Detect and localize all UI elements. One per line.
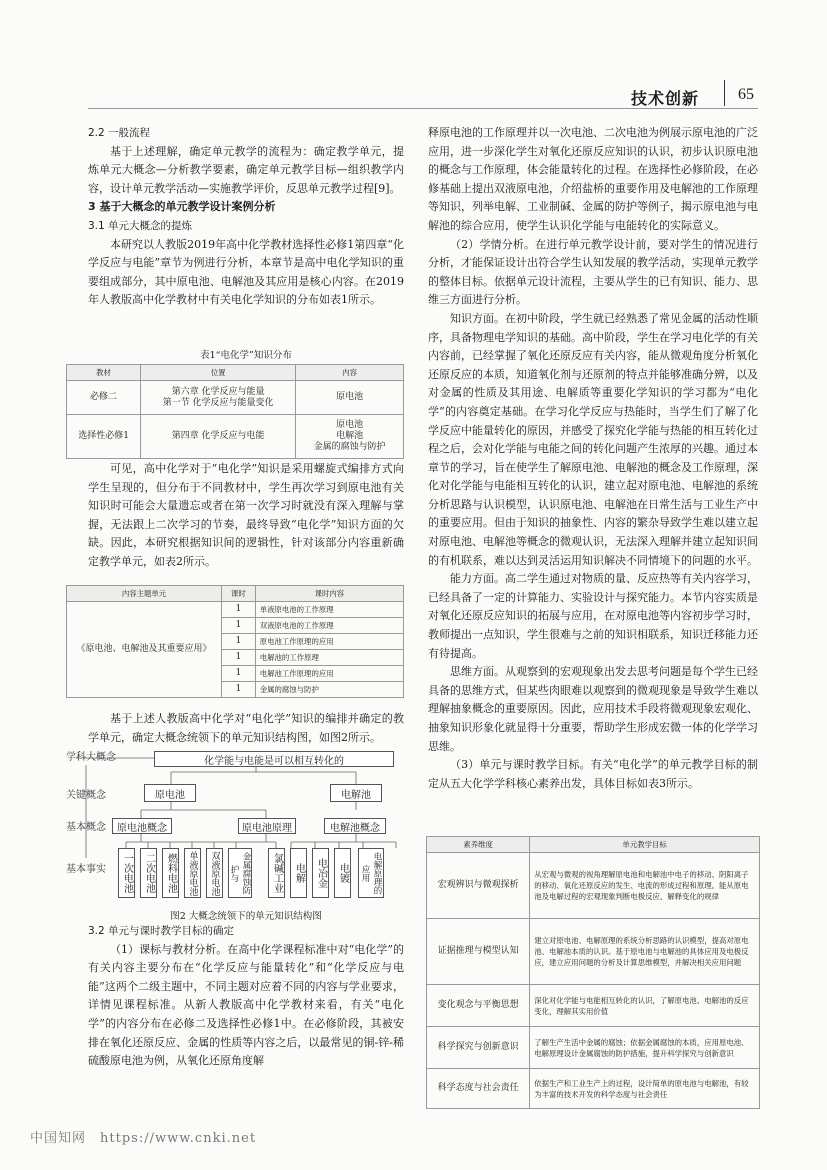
level-label: 学科大概念 [66,752,116,763]
paragraph: 释原电池的工作原理并以一次电池、二次电池为例展示原电池的广泛应用，进一步深化学生对氧化还原反应知识的认识，初步认识原电池的概念与工作原理，体会能量转化的过程。在选择性必修阶段，在必修基础上提出双液原电池，介绍盐桥的重要作用及电解池的工作原理等知识，列举电解、工业制碱、金属的防护等例子，揭示原电池与电解池的综合应用，使学生认识化学能与电能转化的实际意义。 [428,126,758,232]
table-cell: 第六章 化学反应与能量 第一节 化学反应与能量变化 [141,381,296,415]
table2 [66,585,404,698]
header-rule [88,108,758,109]
table-cell: 从宏观与微观的视角理解原电池和电解池中电子的移动、阴阳离子的移动、氧化还原反应的发生、电流的形成过程和原理。能从原电池及电解过程的宏观现象判断电极反应、解释变化的规律 [530,853,760,919]
table-cell: 原电池 [296,381,404,415]
basic-concept-box: 电解池概念 [324,818,386,834]
paragraph: （2）学情分析。在进行单元教学设计前，要对学生的情况进行分析，才能保证设计出符合学生认知发展的教学活动，实现单元教学的整体目标。依据单元设计流程，主要从学生的已有知识、能力、思维三方面进行分析。 [428,237,758,307]
key-concept-box: 电解池 [330,784,382,802]
right-column [428,124,758,793]
level-label: 基本概念 [66,822,106,833]
paragraph: 可见，高中化学对于“电化学”知识是采用螺旋式编排方式向学生呈现的，但分布于不同教材中，学生再次学习到原电池有关知识时可能会大量遗忘或者在第一次学习时就没有深入理解与掌握，无法跟上二次学习的节奏，最终导致“电化学”知识方面的欠缺。因此，本研究根据知识间的逻辑性，针对该部分内容重新确定教学单元，如表2所示。 [88,462,404,568]
table-cell: 1 [222,682,256,698]
table-cell: 证据推理与模型认知 [427,919,530,985]
section-heading-3: 3 基于大概念的单元教学设计案例分析 [88,200,276,214]
table-cell: 变化观念与平衡思想 [427,985,530,1027]
table-cell: 1 [222,602,256,618]
table-cell: 1 [222,634,256,650]
table-cell: 第四章 化学反应与电能 [141,415,296,459]
cnki-watermark: 中国知网 https://www.cnki.net [30,1131,257,1146]
fact-box: 电解 [290,848,307,898]
table-cell: 宏观辨识与微观探析 [427,853,530,919]
section-heading-2-2: 2.2 一般流程 [88,127,151,139]
table-cell: 原电池工作原理的应用 [255,634,403,650]
fact-box: 电镀 [334,848,351,898]
figure2-caption: 图2 大概念统领下的单元知识结构图 [170,911,322,922]
paragraph: 基于上述人教版高中化学对“电化学”知识的编排并确定的教学单元，确定大概念统领下的单元知识结构图，如图2所示。 [88,712,404,744]
table-cell: 1 [222,666,256,682]
table-cell: 科学探究与创新意识 [427,1027,530,1069]
table-cell: 1 [222,618,256,634]
paragraph: （3）单元与课时教学目标。有关“电化学”的单元教学目标的制定从五大化学学科核心素养出发，具体目标如表3所示。 [428,758,758,790]
figure2-concept-map [66,750,404,900]
table-cell: 《原电池、电解池及其重要应用》 [67,602,222,698]
table-header: 内容 [296,365,404,381]
table-header: 课时 [222,586,256,602]
table-cell: 依据生产和工业生产上的过程，设计简单的原电池与电解池，有较为丰富的技术开发的科学态度与社会责任 [530,1069,760,1109]
paragraph: 能力方面。高二学生通过对物质的量、反应热等有关内容学习，已经具备了一定的计算能力、实验设计与探究能力。本节内容实质是对氧化还原反应知识的拓展与应用，在对原电池等内容初步学习时，教师提出一点知识，学生很难与之前的知识相联系，知识迁移能力还有待提高。 [428,572,758,660]
paragraph: 基于上述理解，确定单元教学的流程为：确定教学单元，提炼单元大概念—分析教学要素，确定单元教学目标—组织教学内容，设计单元教学活动—实施教学评价，反思单元教学过程[9]。 [88,144,404,195]
table-cell: 深化对化学能与电能相互转化的认识，了解原电池、电解池的反应变化，理解其实用价值 [530,985,760,1027]
table-cell: 原电池 电解池 金属的腐蚀与防护 [296,415,404,459]
left-column-bottom [88,922,404,1071]
paragraph: 本研究以人教版2019年高中化学教材选择性必修1第四章“化学反应与电能”章节为例进行分析，本章节是高中电化学知识的重要组成部分，其中原电池、电解池及其应用是核心内容。在2019年人教版高中化学教材中有关电化学知识的分布如表1所示。 [88,237,404,307]
basic-concept-box: 原电池概念 [112,818,172,834]
table-cell: 1 [222,650,256,666]
basic-concept-box: 原电池原理 [238,818,296,834]
table-cell: 选择性必修1 [67,415,141,459]
level-label: 基本事实 [66,864,106,875]
table-cell: 双液原电池的工作原理 [255,618,403,634]
fact-box: 电冶金 [312,848,329,898]
table-header: 课时内容 [255,586,403,602]
paragraph: 思维方面。从观察到的宏观现象出发去思考问题是每个学生已经具备的思维方式，但某些肉眼难以观察到的微观现象是导致学生难以理解抽象概念的重要原因。因此，应用技术手段将微观现象宏观化、抽象知识形象化就显得十分重要，帮助学生形成宏微一体的化学学习思维。 [428,665,758,753]
fact-box: 电解原理的应用 [358,848,384,898]
table-cell: 必修二 [67,381,141,415]
level-label: 关键概念 [66,790,106,801]
fact-box: 二次电池 [140,848,157,898]
fact-box: 燃料电池 [162,848,179,898]
fact-box: 氯碱工业 [268,848,285,898]
fact-box: 单液原电池 [184,848,201,898]
left-column-mid [88,460,404,572]
table-header: 内容主题单元 [67,586,222,602]
paragraph: 知识方面。在初中阶段，学生就已经熟悉了常见金属的活动性顺序，具备物理电学知识的基础。高中阶段，学生在学习电化学的有关内容前，已经掌握了氧化还原反应有关内容，能从微观角度分析氧化还原反应的本质，知道氧化剂与还原剂的特点并能够准确分辨，以及对金属的性质及其用途、电解质等重要化学知识的学习都为“电化学”的内容奠定基础。在学习化学反应与热能时，当学生们了解了化学反应中能量转化的原因，并感受了探究化学能与热能的相互转化过程之后，会对化学能与电能之间的转化问题产生浓厚的兴趣。通过本章节的学习，旨在使学生了解原电池、电解池的概念及工作原理，深化对化学能与电能相互转化的认识，建立起对原电池、电解池的系统分析思路与认识模型，认识原电池、电解池在日常生活与工业生产中的重要应用。但由于知识的抽象性、内容的繁杂导致学生难以建立起对原电池、电解池等概念的微观认识，无法深入理解并建立起知识间的有机联系，难以达到灵活运用知识解决不同情境下的问题的水平。 [428,311,758,567]
table-cell: 建立对原电池、电解原理的系统分析思路的认识模型，提高对原电池、电解池本质的认识。基于原电池与电解池的具体应用及电极反应，建立应用问题的分析及计算思维模型，并解决相关应用问题 [530,919,760,985]
table-header: 位置 [141,365,296,381]
left-column-top [88,124,404,310]
table1-caption: 表1“电化学”知识分布 [200,350,292,361]
left-column-fig-intro [88,710,404,747]
fact-box: 金属腐蚀防护与 [228,848,252,898]
table-header: 单元教学目标 [530,837,760,853]
table-cell: 了解生产生活中金属的腐蚀；依据金属腐蚀的本质，应用原电池、电解原理设计金属腐蚀的防护措施，提升科学探究与创新意识 [530,1027,760,1069]
paragraph: （1）课标与教材分析。在高中化学课程标准中对“电化学”的有关内容主要分布在“化学反应与能量转化”和“化学反应与电能”这两个二级主题中，不同主题对应着不同的内容与学业要求，详情见课程标准。从新人教版高中化学教材来看，有关“电化学”的内容分布在必修二及选择性必修1中。在必修阶段，其被安排在氧化还原反应、金属的性质等内容之后，以最常见的铜-锌-稀硫酸原电池为例，从氧化还原角度解 [88,942,404,1068]
table-header: 教材 [67,365,141,381]
section-heading-3-1: 3.1 单元大概念的提炼 [88,219,193,232]
table-cell: 单液原电池的工作原理 [255,602,403,618]
table-cell: 电解池的工作原理 [255,650,403,666]
fact-box: 一次电池 [118,848,135,898]
table-cell: 金属的腐蚀与防护 [255,682,403,698]
fact-box: 双液原电池 [206,848,223,898]
key-concept-box: 原电池 [144,784,196,802]
page-number: 65 [738,86,754,103]
header-separator [724,80,725,106]
table3 [426,836,760,1109]
table1 [66,364,404,459]
big-idea-box: 化学能与电能是可以相互转化的 [154,751,394,767]
journal-section-title: 技术创新 [630,89,699,108]
table-cell: 科学态度与社会责任 [427,1069,530,1109]
table-header: 素养维度 [427,837,530,853]
section-heading-3-2: 3.2 单元与课时教学目标的确定 [88,925,235,937]
table-cell: 电解池工作原理的应用 [255,666,403,682]
